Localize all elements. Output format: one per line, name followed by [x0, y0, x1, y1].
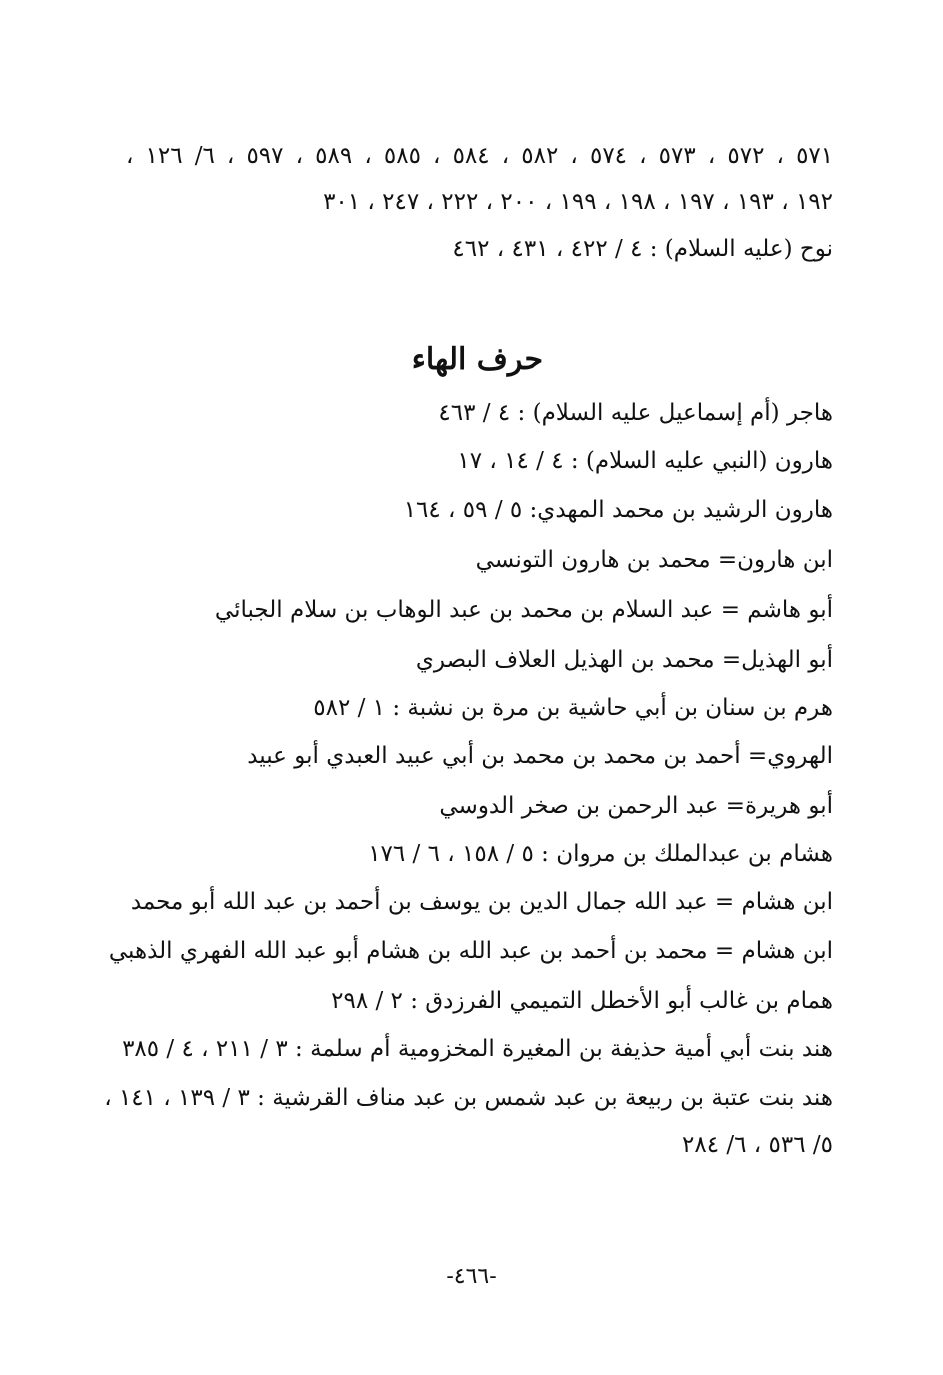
index-entry: أبو هاشم = عبد السلام بن محمد بن عبد الوهاب بن سلام الجبائي	[214, 597, 833, 623]
index-entry: هند بنت عتبة بن ربيعة بن عبد شمس بن عبد مناف القرشية : ٣ / ١٣٩ ، ١٤١ ،	[104, 1085, 833, 1111]
index-entry: أبو هريرة= عبد الرحمن بن صخر الدوسي	[439, 793, 833, 819]
index-entry: ابن هشام = محمد بن أحمد بن عبد الله بن هشام أبو عبد الله الفهري الذهبي	[108, 938, 833, 964]
index-entry: هشام بن عبدالملك بن مروان : ٥ / ١٥٨ ، ٦ / ١٧٦	[368, 841, 833, 867]
continuation-line: ٥٧١ ، ٥٧٢ ، ٥٧٣ ، ٥٧٤ ، ٥٨٢ ، ٥٨٤ ، ٥٨٥ ، ٥٨٩ ، ٥٩٧ ، ٦/ ١٢٦ ،	[126, 143, 834, 169]
continuation-line: ١٩٢ ، ١٩٣ ، ١٩٧ ، ١٩٨ ، ١٩٩ ، ٢٠٠ ، ٢٢٢ ، ٢٤٧ ، ٣٠١	[323, 189, 833, 215]
index-entry: هارون الرشيد بن محمد المهدي: ٥ / ٥٩ ، ١٦٤	[403, 497, 833, 523]
index-entry: ابن هشام = عبد الله جمال الدين بن يوسف بن أحمد بن عبد الله أبو محمد	[130, 889, 833, 915]
index-entry: ابن هارون= محمد بن هارون التونسي	[475, 547, 833, 573]
section-heading: حرف الهاء	[411, 342, 543, 377]
index-entry: هند بنت أبي أمية حذيفة بن المغيرة المخزومية أم سلمة : ٣ / ٢١١ ، ٤ / ٣٨٥	[122, 1036, 833, 1062]
index-entry: هارون (النبي عليه السلام) : ٤ / ١٤ ، ١٧	[457, 448, 833, 474]
index-entry: هرم بن سنان بن أبي حاشية بن مرة بن نشبة : ١ / ٥٨٢	[313, 695, 833, 721]
index-entry: هاجر (أم إسماعيل عليه السلام) : ٤ / ٤٦٣	[438, 400, 833, 426]
index-entry-continuation: ٥/ ٥٣٦ ، ٦/ ٢٨٤	[681, 1132, 833, 1158]
page-number: -٤٦٦-	[446, 1264, 497, 1289]
index-entry: الهروي= أحمد بن محمد بن محمد بن أبي عبيد العبدي أبو عبيد	[247, 743, 833, 769]
index-entry: أبو الهذيل= محمد بن الهذيل العلاف البصري	[415, 647, 833, 673]
index-entry: همام بن غالب أبو الأخطل التميمي الفرزدق : ٢ / ٢٩٨	[331, 988, 833, 1014]
index-entry-nuh: نوح (عليه السلام) : ٤ / ٤٢٢ ، ٤٣١ ، ٤٦٢	[452, 236, 833, 262]
